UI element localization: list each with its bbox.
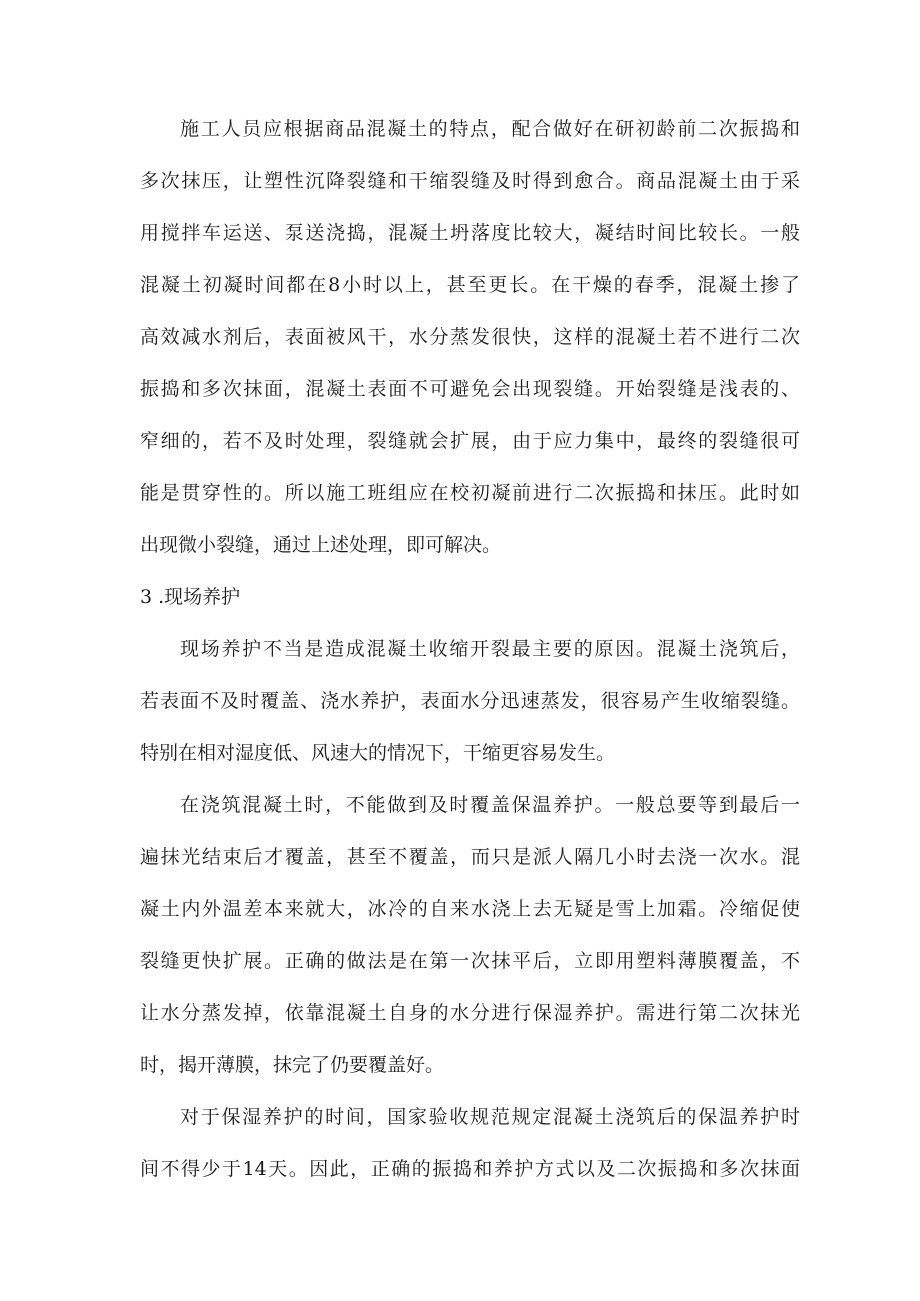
section-heading: 3 .现场养护	[140, 586, 241, 608]
paragraph-1-line-1: 施工人员应根据商品混凝土的特点，配合做好在研初龄前二次振捣和	[180, 118, 800, 140]
paragraph-3-line-5: 让水分蒸发掉，依靠混凝土自身的水分进行保湿养护。需进行第二次抹光	[140, 1002, 800, 1024]
paragraph-3-line-6: 时，揭开薄膜，抹完了仍要覆盖好。	[140, 1054, 445, 1076]
paragraph-1-line-4: 混凝土初凝时间都在8小时以上，甚至更长。在干燥的春季，混凝土掺了	[140, 274, 800, 296]
paragraph-3-line-3: 凝土内外温差本来就大，冰冷的自来水浇上去无疑是雪上加霜。冷缩促使	[140, 898, 800, 920]
paragraph-1-line-5: 高效减水剂后，表面被风干，水分蒸发很快，这样的混凝土若不进行二次	[140, 326, 800, 348]
paragraph-1-line-8: 能是贯穿性的。所以施工班组应在校初凝前进行二次振捣和抹压。此时如	[140, 482, 800, 504]
paragraph-1-line-7: 窄细的，若不及时处理，裂缝就会扩展，由于应力集中，最终的裂缝很可	[140, 430, 800, 452]
paragraph-3-line-1: 在浇筑混凝土时，不能做到及时覆盖保温养护。一般总要等到最后一	[180, 794, 800, 816]
paragraph-1-line-9: 出现微小裂缝，通过上述处理，即可解决。	[140, 534, 502, 556]
paragraph-2-line-3: 特别在相对湿度低、风速大的情况下，干缩更容易发生。	[140, 742, 616, 764]
paragraph-3-line-2: 遍抹光结束后才覆盖，甚至不覆盖，而只是派人隔几小时去浇一次水。混	[140, 846, 800, 868]
paragraph-4-line-1: 对于保湿养护的时间，国家验收规范规定混凝土浇筑后的保温养护时	[180, 1106, 800, 1128]
paragraph-3-line-4: 裂缝更快扩展。正确的做法是在第一次抹平后，立即用塑料薄膜覆盖，不	[140, 950, 800, 972]
paragraph-1-line-2: 多次抹压，让塑性沉降裂缝和干缩裂缝及时得到愈合。商品混凝土由于采	[140, 170, 800, 192]
paragraph-2-line-2: 若表面不及时覆盖、浇水养护，表面水分迅速蒸发，很容易产生收缩裂缝。	[140, 690, 800, 712]
paragraph-4-line-2: 间不得少于14天。因此，正确的振捣和养护方式以及二次振捣和多次抹面	[140, 1158, 800, 1180]
paragraph-1-line-3: 用搅拌车运送、泵送浇捣，混凝土坍落度比较大，凝结时间比较长。一般	[140, 222, 800, 244]
paragraph-2-line-1: 现场养护不当是造成混凝土收缩开裂最主要的原因。混凝土浇筑后，	[180, 638, 800, 660]
paragraph-1-line-6: 振捣和多次抹面，混凝土表面不可避免会出现裂缝。开始裂缝是浅表的、	[140, 378, 800, 400]
